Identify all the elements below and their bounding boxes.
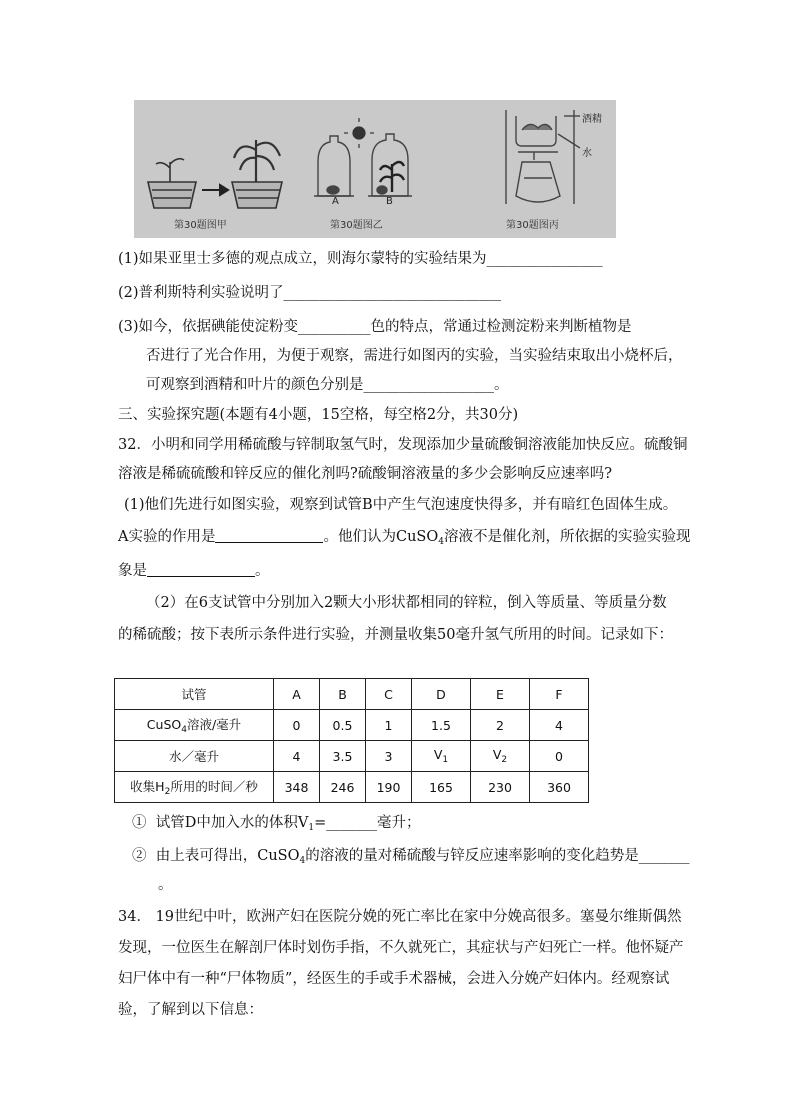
table-header-cell: E <box>471 679 530 710</box>
q32-line4-c: 溶液不是催化剂，所依据的实验实验现 <box>443 529 691 545</box>
row-label-time-a: 收集H <box>130 779 165 794</box>
q31-part3-line1: (3)如今，依据碘能使淀粉变__________色的特点，常通过检测淀粉来判断植物是 <box>118 319 632 335</box>
table-header-cell: B <box>320 679 366 710</box>
table-row <box>115 710 589 741</box>
note-1-a: 试管D中加入水的体积V <box>155 815 309 831</box>
row-label-cuso4-a: CuSO <box>146 717 182 732</box>
table-cell: 4 <box>274 741 320 772</box>
bell-jar-a <box>314 136 354 196</box>
note-2-a: 由上表可得出，CuSO <box>155 848 300 864</box>
caption-bing: 第30题图丙 <box>506 220 559 231</box>
table-cell: 190 <box>366 772 412 803</box>
note-1-sub: 1 <box>308 823 315 833</box>
table-cell: 0.5 <box>320 710 366 741</box>
cell-v2: V <box>492 747 502 762</box>
note-1 <box>132 812 420 839</box>
q32-line2: 溶液是稀硫硫酸和锌反应的催化剂吗?硫酸铜溶液量的多少会影响反应速率吗? <box>118 466 613 482</box>
q31-part1: (1)如果亚里士多德的观点成立，则海尔蒙特的实验结果为________________ <box>118 251 603 267</box>
table-cell: 1.5 <box>412 710 471 741</box>
q34-line2: 发现，一位医生在解剖尸体时划伤手指，不久就死亡，其症状与产妇死亡一样。他怀疑产 <box>118 940 684 956</box>
q32-line4 <box>118 526 690 553</box>
q34-line4: 验，了解到以下信息： <box>118 1002 263 1018</box>
row-label-water: 水／毫升 <box>115 741 274 772</box>
q32-line4-a: A实验的作用是 <box>118 529 216 545</box>
table-cell: 165 <box>412 772 471 803</box>
label-water: 水 <box>582 148 592 159</box>
q31-part2: (2)普利斯特利实验说明了______________________________ <box>118 285 502 301</box>
table-row <box>115 772 589 803</box>
cell-v1: V <box>433 747 443 762</box>
blank-phenomenon[interactable] <box>147 562 255 577</box>
note-2 <box>132 845 689 872</box>
arrow-icon <box>202 185 228 195</box>
table-header-cell: C <box>366 679 412 710</box>
table-cell: 360 <box>530 772 589 803</box>
caption-jia: 第30题图甲 <box>174 220 227 231</box>
q32-line1: 32．小明和同学用稀硫酸与锌制取氢气时，发现添加少量硫酸铜溶液能加快反应。硫酸铜 <box>118 437 688 453</box>
q32-line5-a: 象是 <box>118 563 147 579</box>
q32-line4-sub: 4 <box>438 537 444 547</box>
experiment-table <box>114 678 589 803</box>
row-label-cuso4-b: 溶液/毫升 <box>186 717 242 732</box>
table-header-row <box>115 679 589 710</box>
bell-jar-b <box>368 134 412 196</box>
table-header-cell: 试管 <box>115 679 274 710</box>
table-cell: 2 <box>471 710 530 741</box>
table-header-cell: D <box>412 679 471 710</box>
q32-line7: 的稀硫酸；按下表所示条件进行实验，并测量收集50毫升氢气所用的时间。记录如下： <box>118 627 673 643</box>
plant-tub-large <box>232 140 282 208</box>
table-cell <box>471 741 530 772</box>
note-1-mark: ① <box>132 815 147 831</box>
table-cell: 230 <box>471 772 530 803</box>
experiment-figure <box>134 100 616 238</box>
q32-line3: (1)他们先进行如图实验，观察到试管B中产生气泡速度快得多，并有暗红色固体生成。 <box>124 497 678 513</box>
label-alcohol: 酒精 <box>582 114 602 125</box>
table-cell: 4 <box>530 710 589 741</box>
row-label-cuso4 <box>115 710 274 741</box>
table-cell: 3 <box>366 741 412 772</box>
q32-line4-b: 。他们认为CuSO <box>323 529 439 545</box>
cell-v2-sub: 2 <box>501 755 508 765</box>
q34-line1: 34． 19世纪中叶，欧洲产妇在医院分娩的死亡率比在家中分娩高很多。塞曼尔维斯偶然 <box>118 909 682 925</box>
table-cell <box>412 741 471 772</box>
table-cell: 0 <box>274 710 320 741</box>
note-2-mark: ② <box>132 848 147 864</box>
q31-part3-line3: 可观察到酒精和叶片的颜色分别是__________________。 <box>146 377 509 393</box>
table-row <box>115 741 589 772</box>
q34-line3: 妇尸体中有一种“尸体物质”，经医生的手或手术器械，会进入分娩产妇体内。经观察试 <box>118 971 670 987</box>
row-label-cuso4-sub: 4 <box>181 725 187 735</box>
row-label-time-b: 所用的时间／秒 <box>170 779 258 794</box>
blank-a-role[interactable] <box>215 528 323 543</box>
sun-icon <box>344 118 374 148</box>
q32-line5 <box>118 560 270 582</box>
table-cell: 1 <box>366 710 412 741</box>
table-header-cell: F <box>530 679 589 710</box>
table-header-cell: A <box>274 679 320 710</box>
water-bath-apparatus <box>506 110 580 204</box>
cell-v1-sub: 1 <box>442 755 449 765</box>
table-cell: 0 <box>530 741 589 772</box>
label-b: B <box>386 196 393 207</box>
table-cell: 3.5 <box>320 741 366 772</box>
section-3-heading: 三、实验探究题(本题有4小题，15空格，每空格2分，共30分) <box>118 407 519 423</box>
q32-line5-b: 。 <box>255 563 270 579</box>
note-1-b: =_______毫升； <box>314 815 421 831</box>
row-label-time-sub: 2 <box>164 787 171 797</box>
q31-part3-line2: 否进行了光合作用，为便于观察，需进行如图丙的实验，当实验结束取出小烧杯后， <box>146 348 683 364</box>
note-2-sub: 4 <box>299 856 306 866</box>
table-cell: 246 <box>320 772 366 803</box>
note-2-end: 。 <box>158 877 173 893</box>
plant-tub-small <box>148 159 196 208</box>
row-label-time <box>115 772 274 803</box>
note-2-b: 的溶液的量对稀硫酸与锌反应速率影响的变化趋势是_______ <box>305 848 690 864</box>
label-a: A <box>332 196 339 207</box>
q32-line6: （2）在6支试管中分别加入2颗大小形状都相同的锌粒，倒入等质量、等质量分数 <box>146 595 667 611</box>
caption-yi: 第30题图乙 <box>330 220 383 231</box>
table-cell: 348 <box>274 772 320 803</box>
